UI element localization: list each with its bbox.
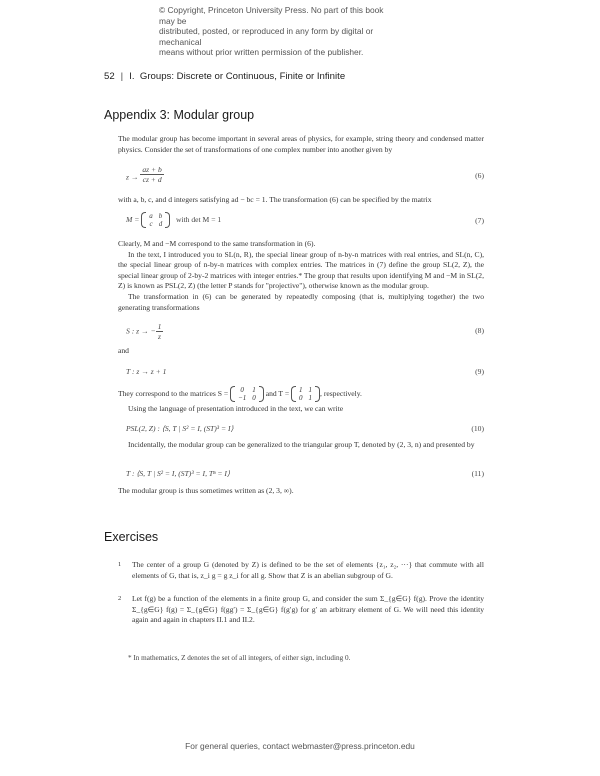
copyright-notice xyxy=(159,5,399,58)
eq-lhs: M = xyxy=(126,214,140,224)
fraction xyxy=(140,165,163,184)
fraction xyxy=(156,322,164,341)
copyright-line: © Copyright, Princeton University Press. No part of this book may be xyxy=(159,5,384,26)
text: They correspond to the matrices S = xyxy=(118,388,229,398)
paragraph xyxy=(118,195,484,206)
separator: | xyxy=(120,71,124,82)
page-number: 52 xyxy=(104,71,115,82)
paragraph-block xyxy=(118,239,484,313)
exercise-number: 1 xyxy=(118,561,122,568)
exercise-item xyxy=(118,560,484,581)
paragraph: Using the language of presentation introduced in the text, we can write xyxy=(128,404,344,413)
denominator: z xyxy=(158,332,161,341)
part-number: I. xyxy=(129,71,135,82)
t-matrix: 1 1 0 1 xyxy=(291,386,320,402)
copyright-line: means without prior written permission of the publisher. xyxy=(159,47,364,58)
paragraph xyxy=(118,404,484,415)
copyright-line: distributed, posted, or reproduced in any form by digital or mechanical xyxy=(159,26,374,47)
equation-number: (10) xyxy=(471,424,484,433)
eq-rhs: with det M = 1 xyxy=(175,214,222,224)
exercises-title: Exercises xyxy=(104,530,159,544)
section-title: Appendix 3: Modular group xyxy=(104,108,255,122)
eq-text: T : ⟨S, T | S² = I, (ST)³ = I, Tⁿ = I⟩ xyxy=(126,469,230,478)
paragraph xyxy=(118,440,484,451)
paragraph: Clearly, M and −M correspond to the same transformation in (6). xyxy=(118,239,316,248)
equation-7 xyxy=(118,210,484,232)
paragraph xyxy=(118,486,484,497)
exercise-text: The center of a group G (denoted by Z) is defined to be the set of elements {z₁, z₂, ···} that commute with all elements of G, that is, z_i g = g z_i for all g. Show that Z is an abelian subgroup of G. xyxy=(132,560,484,580)
running-head xyxy=(104,71,345,82)
s-matrix: 0 1 −1 0 xyxy=(230,386,264,402)
footnote: * In mathematics, Z denotes the set of all integers, of either sign, including 0. xyxy=(128,654,351,662)
footer-contact: For general queries, contact webmaster@press.princeton.edu xyxy=(185,741,415,751)
numerator: az + b xyxy=(142,165,162,174)
equation-number: (8) xyxy=(475,326,484,335)
exercise-text: Let f(g) be a function of the elements in a finite group G, and consider the sum Σ_{g∈G} f(g). Prove the identity Σ_{g∈G} f(g) = Σ_{g∈G} f(gg′) = Σ_{g∈G} f(g′g) for g′ an arbitrary element of G. We will need this identity again and again in chapters II.1 and II.2. xyxy=(132,594,484,625)
equation-number: (6) xyxy=(475,171,484,180)
equation-number: (7) xyxy=(475,216,484,225)
eq-text: T : z → z + 1 xyxy=(126,367,167,376)
denominator: cz + d xyxy=(142,175,162,184)
paragraph: In the text, I introduced you to SL(n, R), the special linear group of n-by-n matrices with real entries, and SL(n, C), the special linear group of n-by-n matrices with complex entries. The matrices in (7) define the group SL(2, Z), the special linear group of 2-by-2 matrices with integer entries.* The group that results upon identifying M and −M in SL(2, Z) is known as PSL(2, Z) (the letter P stands for "projective"), otherwise known as the modular group. xyxy=(118,249,484,291)
paragraph: with a, b, c, and d integers satisfying ad − bc = 1. The transformation (6) can be specified by the matrix xyxy=(118,195,432,204)
equation-8 xyxy=(118,320,484,340)
paragraph-intro xyxy=(118,134,484,155)
paragraph xyxy=(118,346,484,357)
paragraph: The transformation in (6) can be generated by repeatedly composing (that is, multiplying together) the two generating transformations xyxy=(118,291,484,312)
text: , respectively. xyxy=(320,388,362,398)
paragraph: The modular group is thus sometimes written as (2, 3, ∞). xyxy=(118,486,294,495)
eq-lhs: z → xyxy=(126,172,139,182)
chapter-title: Groups: Discrete or Continuous, Finite or Infinite xyxy=(139,71,346,82)
paragraph: and xyxy=(118,346,129,355)
eq-lhs: S : z → − xyxy=(126,326,156,336)
eq-text: PSL(2, Z) : ⟨S, T | S² = I, (ST)³ = I⟩ xyxy=(126,424,234,433)
exercise-item xyxy=(118,594,484,626)
matrix: a b c d xyxy=(141,212,170,228)
paragraph: The modular group has become important in several areas of physics, for example, string theory and condensed matter physics. Consider the set of transformations of one complex number into another given by xyxy=(118,134,484,154)
paragraph-matrices xyxy=(118,386,484,402)
equation-6 xyxy=(118,166,484,188)
paragraph: Incidentally, the modular group can be generalized to the triangular group T, denoted by (2, 3, n) and presented by xyxy=(128,440,475,449)
equation-number: (11) xyxy=(471,469,484,478)
numerator: 1 xyxy=(157,322,162,331)
exercise-number: 2 xyxy=(118,595,122,602)
equation-number: (9) xyxy=(475,367,484,376)
text: and T = xyxy=(265,388,290,398)
